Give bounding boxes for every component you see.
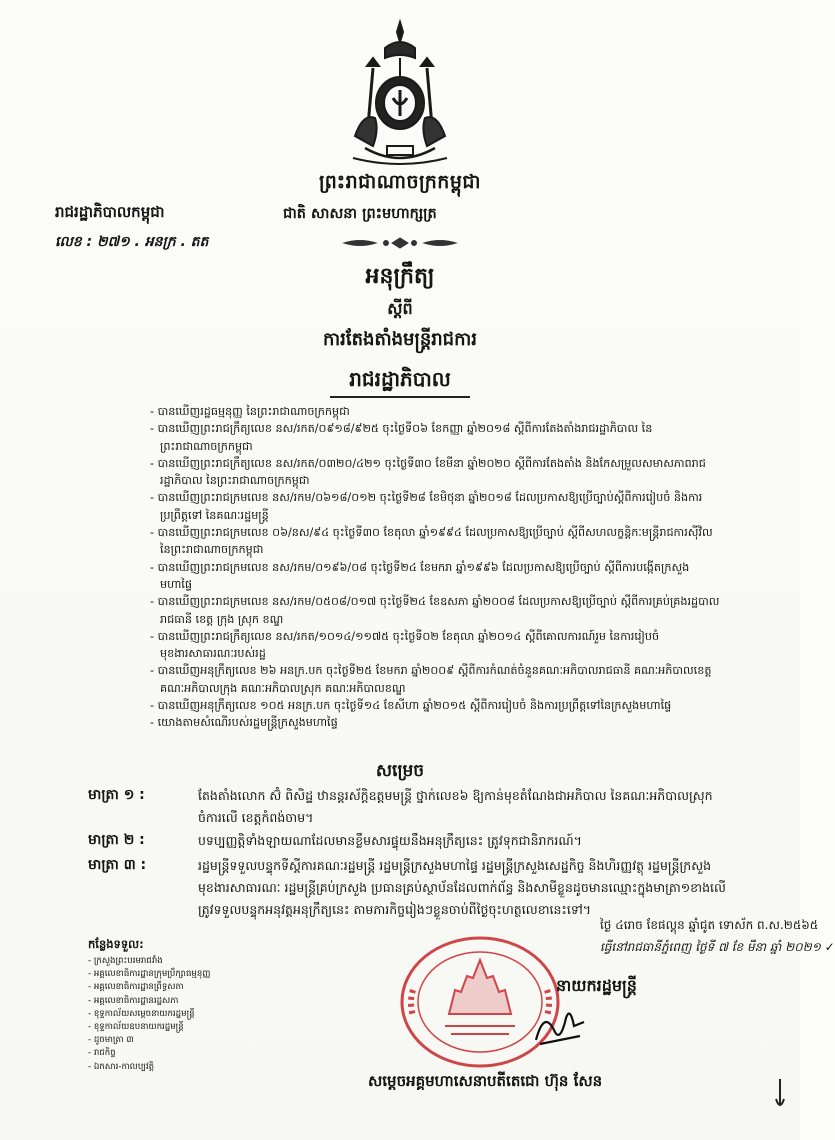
article-1 — [88, 785, 728, 829]
document-about: ស្តីពី — [387, 299, 413, 318]
prime-minister-title: នាយករដ្ឋមន្ត្រី — [556, 976, 637, 995]
decision-heading: សម្រេច — [375, 761, 425, 781]
article-text: រដ្ឋមន្ត្រីទទួលបន្ទុកទីស្តីការគណៈរដ្ឋមន្ត្រី រដ្ឋមន្ត្រីក្រសួងមហាផ្ទៃ រដ្ឋមន្ត្រីក្រសួងសេដ្ឋកិច្ច និងហិរញ្ញវត្ថុ រដ្ឋមន្ត្រីក្រសួងមុខងារសាធារណៈ រដ្ឋមន្ត្រីគ្រប់ក្រសួង ប្រធានគ្រប់ស្ថាប័នដែលពាក់ព័ន្ធ និងសាមីខ្លួនដូចមានឈ្មោះក្នុងមាត្រា១ខាងលើ ត្រូវទទួលបន្ទុកអនុវត្តអនុក្រឹត្យនេះ តាមភារកិច្ចរៀងៗខ្លួនចាប់ពីថ្ងៃចុះហត្ថលេខានេះទៅ។ — [198, 858, 726, 917]
article-2 — [88, 830, 728, 852]
article-text: បទប្បញ្ញត្តិទាំងឡាយណាដែលមានខ្លឹមសារផ្ទុយនឹងអនុក្រឹត្យនេះ ត្រូវទុកជានិរាករណ៍។ — [198, 833, 582, 848]
lunar-date: ថ្ងៃ ៤រោច ខែផល្គុន ឆ្នាំជូត ទោស័ក ព.ស.២៥៦៥ — [600, 918, 819, 932]
reference-item: - បានឃើញព្រះរាជក្រឹត្យលេខ នស/រកត/០៩១៨/៩២៥ ចុះថ្ងៃទី០៦ ខែកញ្ញា ឆ្នាំ២០១៨ ស្តីពីការតែងតាំងរាជរដ្ឋាភិបាល នៃព្រះរាជាណាចក្រកម្ពុជា — [150, 422, 653, 453]
recipient-item: - អគ្គលេខាធិការដ្ឋានក្រុមប្រឹក្សាធម្មនុញ្ញ — [88, 969, 211, 980]
article-label: មាត្រា ២ : — [88, 832, 145, 848]
reference-item: - បានឃើញព្រះរាជក្រឹត្យលេខ នស/រកត/១០១៤/១១៧៥ ចុះថ្ងៃទី០២ ខែតុលា ឆ្នាំ២០១៤ ស្តីពីគោលការណ៍រួម នៃការរៀបចំមុខងារសាធារណៈរបស់រដ្ឋ — [150, 629, 660, 661]
article-label: មាត្រា ៣ : — [88, 857, 147, 873]
recipients-list — [88, 955, 288, 1074]
article-label: មាត្រា ១ : — [88, 787, 145, 803]
reference-item: - បានឃើញរដ្ឋធម្មនុញ្ញ នៃព្រះរាជាណាចក្រកម្ពុជា — [150, 405, 350, 418]
reference-number: លេខ : ២៧១ . អនក្រ . តត — [55, 234, 209, 250]
recipient-item: - ឯកសារ-កាលប្បវត្តិ — [88, 1061, 155, 1072]
article-text: តែងតាំងលោក ស៊ំ ពិសិដ្ឋ ឋានន្តរស័ក្តិឧត្តមមន្ត្រី ថ្នាក់លេខ៦ ឱ្យកាន់មុខតំណែងជាអភិបាល នៃគណៈអភិបាលស្រុកចំការលើ ខេត្តកំពង់ចាម។ — [198, 788, 713, 825]
reference-item: - បានឃើញព្រះរាជក្រមលេខ នស/រកម/០១៩៦/០៨ ចុះថ្ងៃទី២៤ ខែមករា ឆ្នាំ១៩៩៦ ដែលប្រកាសឱ្យប្រើច្បាប់ ស្តីពីការបង្កើតក្រសួងមហាផ្ទៃ — [150, 560, 690, 591]
reference-item: - បានឃើញព្រះរាជក្រមលេខ ០៦/នស/៩៤ ចុះថ្ងៃទី៣០ ខែតុលា ឆ្នាំ១៩៩៤ ដែលប្រកាសឱ្យប្រើច្បាប់ ស្តីពីសហលក្ខន្តិកៈមន្ត្រីរាជការស៊ីវិល នៃព្រះរាជាណាចក្រកម្ពុជា — [150, 526, 713, 557]
issuer-underline — [330, 396, 470, 398]
reference-item: - បានឃើញព្រះរាជក្រឹត្យលេខ នស/រកត/០៣២០/៤២១ ចុះថ្ងៃទី៣០ ខែមីនា ឆ្នាំ២០២០ ស្តីពីការតែងតាំង និងកែសម្រួលសមាសភាពរាជរដ្ឋាភិបាល នៃព្រះរាជាណាចក្រកម្ពុជា — [150, 456, 706, 488]
ornament-divider-icon — [340, 236, 460, 250]
solar-date: ធ្វើនៅរាជធានីភ្នំពេញ ថ្ងៃទី ៧ ខែ មីនា ឆ្នាំ ២០២១ ✓ — [600, 940, 835, 954]
reference-item: - បានឃើញព្រះរាជក្រមលេខ នស/រកម/០៥០៨/០១៧ ចុះថ្ងៃទី២៤ ខែឧសភា ឆ្នាំ២០០៨ ដែលប្រកាសឱ្យប្រើច្បាប់ ស្តីពីការគ្រប់គ្រងរដ្ឋបាលរាជធានី ខេត្ត ក្រុង ស្រុក ខណ្ឌ — [150, 595, 720, 626]
reference-item: - យោងតាមសំណើរបស់រដ្ឋមន្ត្រីក្រសួងមហាផ្ទៃ — [150, 716, 338, 730]
reference-item: - បានឃើញព្រះរាជក្រមលេខ នស/រកម/០៦១៨/០១២ ចុះថ្ងៃទី២៨ ខែមិថុនា ឆ្នាំ២០១៨ ដែលប្រកាសឱ្យប្រើច្បាប់ស្តីពីការរៀបចំ និងការប្រព្រឹត្តទៅ នៃគណៈរដ្ឋមន្ត្រី — [150, 491, 703, 522]
government-name: រាជរដ្ឋាភិបាលកម្ពុជា — [55, 203, 165, 221]
recipients-heading: កន្លែងទទួល: — [88, 937, 144, 951]
article-3 — [88, 855, 728, 921]
kingdom-name: ព្រះរាជាណាចក្រកម្ពុជា — [319, 171, 481, 193]
recipient-item: - ក្រសួងព្រះបរមរាជវាំង — [88, 956, 163, 966]
recipient-item: - ខុទ្ទកាល័យឧបនាយករដ្ឋមន្ត្រី — [88, 1022, 184, 1033]
reference-item: - បានឃើញអនុក្រឹត្យលេខ ២៦ អនក្រ.បក ចុះថ្ងៃទី២៥ ខែមករា ឆ្នាំ២០០៩ ស្តីពីការកំណត់ចំនួនគណៈអភិបាលរាជធានី គណៈអភិបាលខេត្ត គណៈអភិបាលក្រុង គណៈអភិបាលស្រុក គណៈអភិបាលខណ្ឌ — [150, 664, 712, 695]
recipient-item: - អគ្គលេខាធិការដ្ឋានព្រឹទ្ធសភា — [88, 982, 184, 993]
document-type: អនុក្រឹត្យ — [365, 264, 435, 289]
national-motto: ជាតិ សាសនា ព្រះមហាក្សត្រ — [283, 206, 437, 222]
legal-references — [150, 403, 720, 732]
royal-arms-crest-icon — [345, 18, 455, 168]
recipient-item: - ខុទ្ទកាល័យសម្តេចនាយករដ្ឋមន្ត្រី — [88, 1008, 195, 1019]
recipient-item: - រាជកិច្ច — [88, 1048, 116, 1059]
handwritten-mark-icon — [772, 1075, 788, 1115]
signature-icon — [530, 1000, 590, 1050]
issuing-authority: រាជរដ្ឋាភិបាល — [349, 367, 451, 391]
recipient-item: - ដូចមាត្រា ៣ — [88, 1035, 134, 1046]
signer-name: សម្តេចអគ្គមហាសេនាបតីតេជោ ហ៊ុន សែន — [368, 1072, 603, 1090]
reference-item: - បានឃើញអនុក្រឹត្យលេខ ១០៥ អនក្រ.បក ចុះថ្ងៃទី១៤ ខែសីហា ឆ្នាំ២០១៥ ស្តីពីការរៀបចំ និងការប្រព្រឹត្តទៅនៃក្រសួងមហាផ្ទៃ — [150, 699, 672, 713]
document-subject: ការតែងតាំងមន្ត្រីរាជការ — [323, 329, 477, 350]
recipient-item: - អគ្គលេខាធិការដ្ឋានរដ្ឋសភា — [88, 995, 179, 1006]
